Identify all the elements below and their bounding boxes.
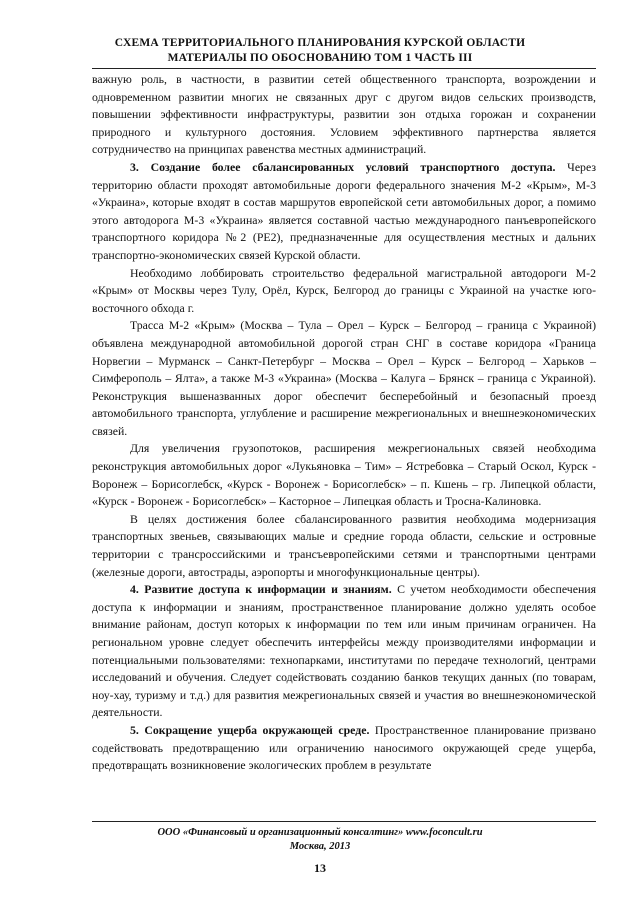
paragraph-8-text: Пространственное планирование призвано содействовать предотвращению или ограничению наносимого окружающей среде ущерба, предотвращать возникновение экологических проблем в результате <box>92 722 596 773</box>
paragraph-1: важную роль, в частности, в развитии сетей общественного транспорта, возрождении и одновременном развитии многих не связанных друг с другом видов сельских производств, повышении эффективности инфраструктуры, развитии зон отдыха горожан и сохранении природного и культурного достояния. Условием эффективного партнерства является сотрудничество на принципах равенства местных администраций. <box>92 72 596 157</box>
header-divider <box>92 68 596 69</box>
page-header <box>60 36 580 66</box>
paragraph-2 <box>92 159 596 265</box>
paragraph-7 <box>92 581 596 722</box>
header-subtitle: МАТЕРИАЛЫ ПО ОБОСНОВАНИЮ ТОМ 1 ЧАСТЬ III <box>167 52 473 64</box>
section-heading-5: 5. Сокращение ущерба окружающей среде. <box>130 722 370 737</box>
section-heading-4: 4. Развитие доступа к информации и знаниям. <box>130 582 392 597</box>
page-body <box>92 71 596 775</box>
page-footer <box>60 826 580 854</box>
footer-city-year: Москва, 2013 <box>289 841 351 852</box>
header-title: СХЕМА ТЕРРИТОРИАЛЬНОГО ПЛАНИРОВАНИЯ КУРСКОЙ ОБЛАСТИ <box>114 37 526 49</box>
footer-company: ООО «Финансовый и организационный консалтинг» www.foconcult.ru <box>157 827 483 838</box>
paragraph-5: Для увеличения грузопотоков, расширения межрегиональных связей необходима реконструкция автомобильных дорог «Лукьяновка – Тим» – Ястребовка – Старый Оскол, Курск - Воронеж – Борисоглебск, «Курск - Воронеж - Борисоглебск» – п. Кшень – гр. Липецкой области, «Курск - Воронеж - Борисоглебск» – Касторное – Липецкая область и Тросна-Калиновка. <box>92 441 596 509</box>
paragraph-8 <box>92 722 596 775</box>
paragraph-3: Необходимо лоббировать строительство федеральной магистральной автодороги М-2 «Крым» от Москвы через Тулу, Орёл, Курск, Белгород до границы с Украиной на участке юго-восточного обхода г. <box>92 265 596 315</box>
section-heading-3: 3. Создание более сбалансированных условий транспортного доступа. <box>130 159 556 174</box>
paragraph-6: В целях достижения более сбалансированного развития необходима модернизация транспортных звеньев, связывающих малые и средние города области, сельские и островные территории с трансроссийскими и трансъевропейскими сетями и транспортными центрами (железные дороги, автострады, аэропорты и многофункциональные центры). <box>92 511 596 579</box>
page-number: 13 <box>314 861 326 875</box>
footer-divider <box>92 821 596 822</box>
paragraph-2-text: Через территорию области проходят автомобильные дороги федерального значения М-2 «Крым», М-3 «Украина», которые входят в состав маршрутов европейской сети автомобильных дорог, а помимо этого автодорога М-3 «Украина» является составной частью международного панъевропейского транспортного коридора №2 (РЕ2), предназначенные для осуществления местных и дальних транспортно-экономических связей Курской области. <box>92 159 596 262</box>
paragraph-4: Трасса М-2 «Крым» (Москва – Тула – Орел – Курск – Белгород – граница с Украиной) объявлена международной автомобильной дорогой стран СНГ в составе коридора «Граница Норвегии – Мурманск – Санкт-Петербург – Москва – Орел – Курск – Белгород – Харьков – Симферополь – Ялта», а также М-3 «Украина» (Москва – Калуга – Брянск – граница с Украиной). Реконструкция вышеназванных дорог обеспечит бесперебойный и безопасный проезд автомобильного транспорта, углубление и расширение межрегиональных и внешнеэкономических связей. <box>92 318 596 438</box>
paragraph-7-text: С учетом необходимости обеспечения доступа к информации и знаниям, пространственное планирование должно уделять особое внимание районам, доступ которых к информации по тем или иным причинам ограничен. На региональном уровне следует обеспечить интерфейсы между производителями информации и потенциальными пользователями: технопарками, институтами по передаче технологий, центрами исследований и обучения. Следует содействовать созданию банков текущих данных (по товарам, ноу-хау, туризму и т.д.) для развития межрегиональных связей и участия во внешнеэкономической деятельности. <box>92 582 596 720</box>
